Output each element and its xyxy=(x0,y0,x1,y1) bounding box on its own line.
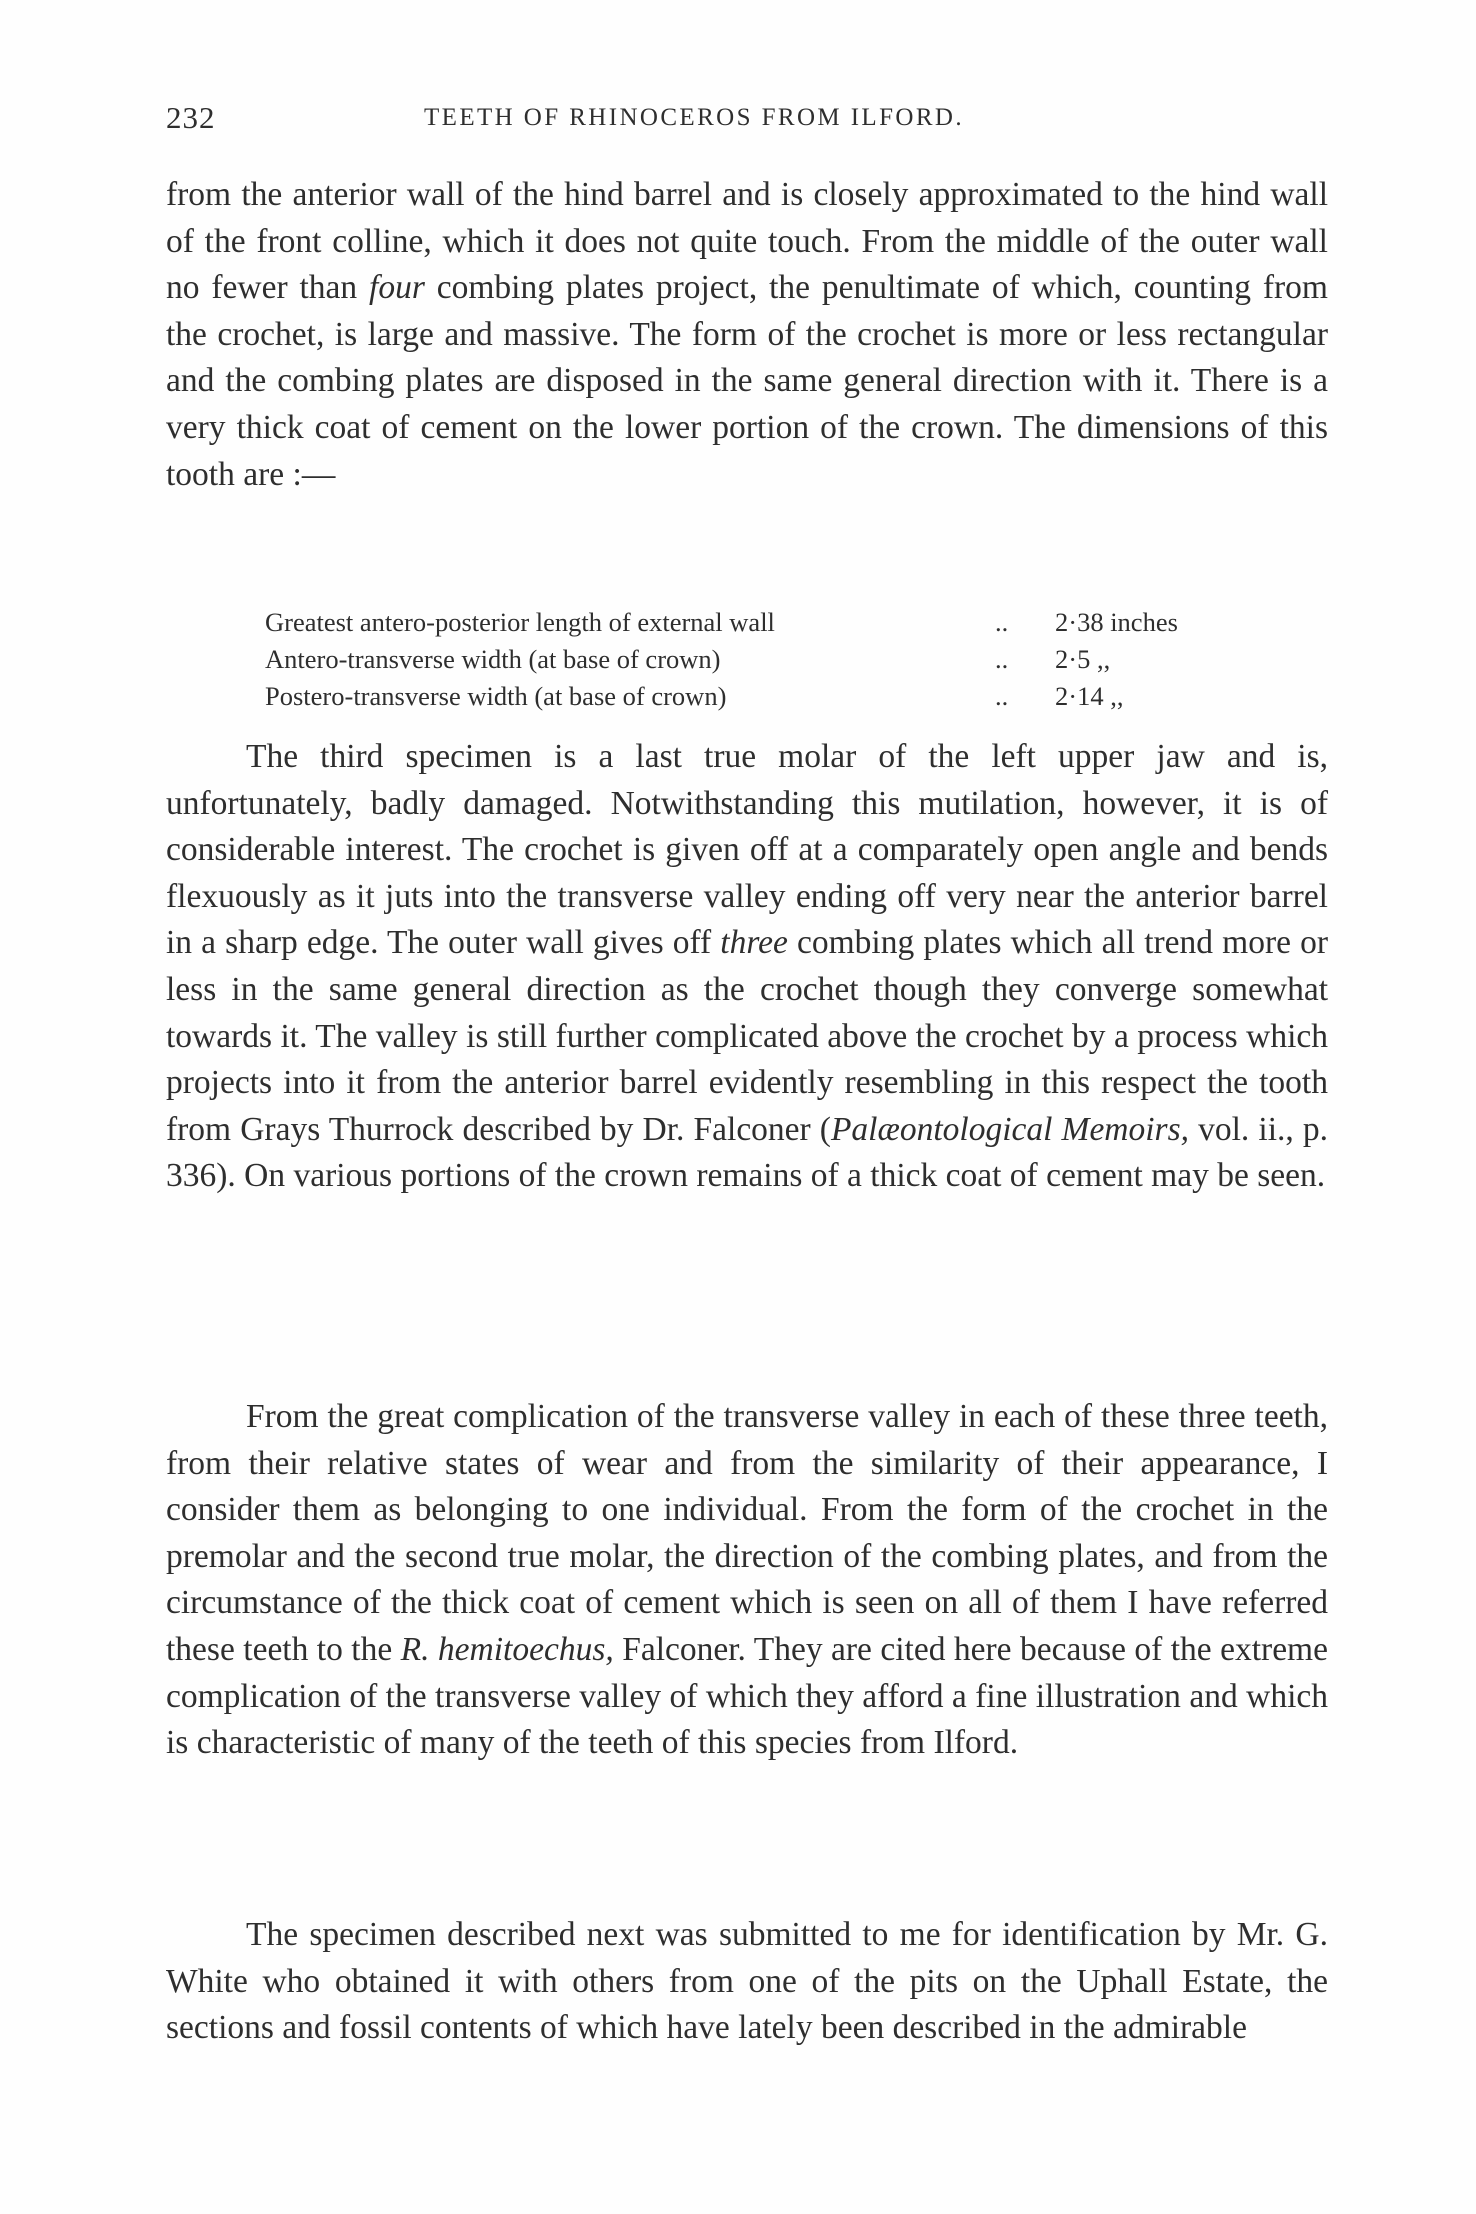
dimension-leader: .. xyxy=(995,607,1009,637)
dimension-value: 2·5 ,, xyxy=(1055,644,1111,674)
text-run: combing plates which all trend more or less in the same general direction as the crochet though they converge somewhat towards it. The valley is still further complicated above the crochet by a process which projects into it from the anterior barrel evidently resembling in this respect the tooth from Grays Thurrock described by Dr. Falconer ( xyxy=(166,924,1328,1148)
dimension-row xyxy=(265,678,1245,715)
text-run: from the anterior wall of the hind barrel and is closely approximated to the hind wall of the front colline, which it does not quite touch. From the middle of the outer wall no fewer than xyxy=(166,176,1328,307)
text-run: The third specimen is a last true molar of the left upper jaw and is, unfortunately, badly damaged. Notwithstanding this mutilation, however, it is of considerable interest. The crochet is given off at a comparately open angle and bends flexuously as it juts into the transverse valley ending off very near the anterior barrel in a sharp edge. The outer wall gives off xyxy=(166,738,1328,962)
text-run: From the great complication of the transverse valley in each of these three teeth, from their relative states of wear and from the similarity of their appearance, I consider them as belonging to one individual. From the form of the crochet in the premolar and the second true molar, the direction of the combing plates, and from the circumstance of the thick coat of cement which is seen on all of them I have referred these teeth to the xyxy=(166,1398,1328,1668)
text-run: vol. ii., p. 336). On various portions of the crown remains of a thick coat of cement may be seen. xyxy=(166,1110,1328,1195)
dimension-label: Antero-transverse width (at base of crown) xyxy=(265,644,721,674)
running-title: TEETH OF RHINOCEROS FROM ILFORD. xyxy=(424,104,965,131)
dimension-row xyxy=(265,641,1245,678)
dimension-leader: .. xyxy=(995,644,1009,674)
paragraph-continued xyxy=(166,172,1328,498)
page-header xyxy=(166,100,1328,140)
dimension-row xyxy=(265,604,1245,641)
paragraph-third-specimen xyxy=(166,734,1328,1200)
text-run: The specimen described next was submitted to me for identification by Mr. G. White who obtained it with others from one of the pits on the Uphall Estate, the sections and fossil contents of which have lately been described in the admirable xyxy=(166,1916,1328,2047)
italic-text: R. hemitoechus, xyxy=(400,1630,614,1668)
paragraph-next-specimen xyxy=(166,1912,1328,2052)
dimension-leader: .. xyxy=(995,681,1009,711)
page-number: 232 xyxy=(166,100,216,135)
text-run: Falconer. They are cited here because of the extreme complication of the transverse valley of which they afford a fine illustration and which is characteristic of many of the teeth of this species from Ilford. xyxy=(166,1630,1328,1762)
dimensions-table xyxy=(265,604,1245,715)
italic-text: Palæontological Memoirs, xyxy=(830,1110,1190,1148)
paragraph-conclusion xyxy=(166,1394,1328,1767)
text-run: combing plates project, the penultimate of which, counting from the crochet, is large and massive. The form of the crochet is more or less rectangular and the combing plates are disposed in the same general direction with it. There is a very thick coat of cement on the lower portion of the crown. The dimensions of this tooth are :— xyxy=(166,269,1328,493)
dimension-value: 2·14 ,, xyxy=(1055,681,1124,711)
italic-text: four xyxy=(369,269,425,307)
dimension-value: 2·38 inches xyxy=(1055,607,1178,637)
dimension-label: Postero-transverse width (at base of crown) xyxy=(265,681,727,711)
italic-text: three xyxy=(720,924,788,962)
dimension-label: Greatest antero-posterior length of external wall xyxy=(265,607,775,637)
